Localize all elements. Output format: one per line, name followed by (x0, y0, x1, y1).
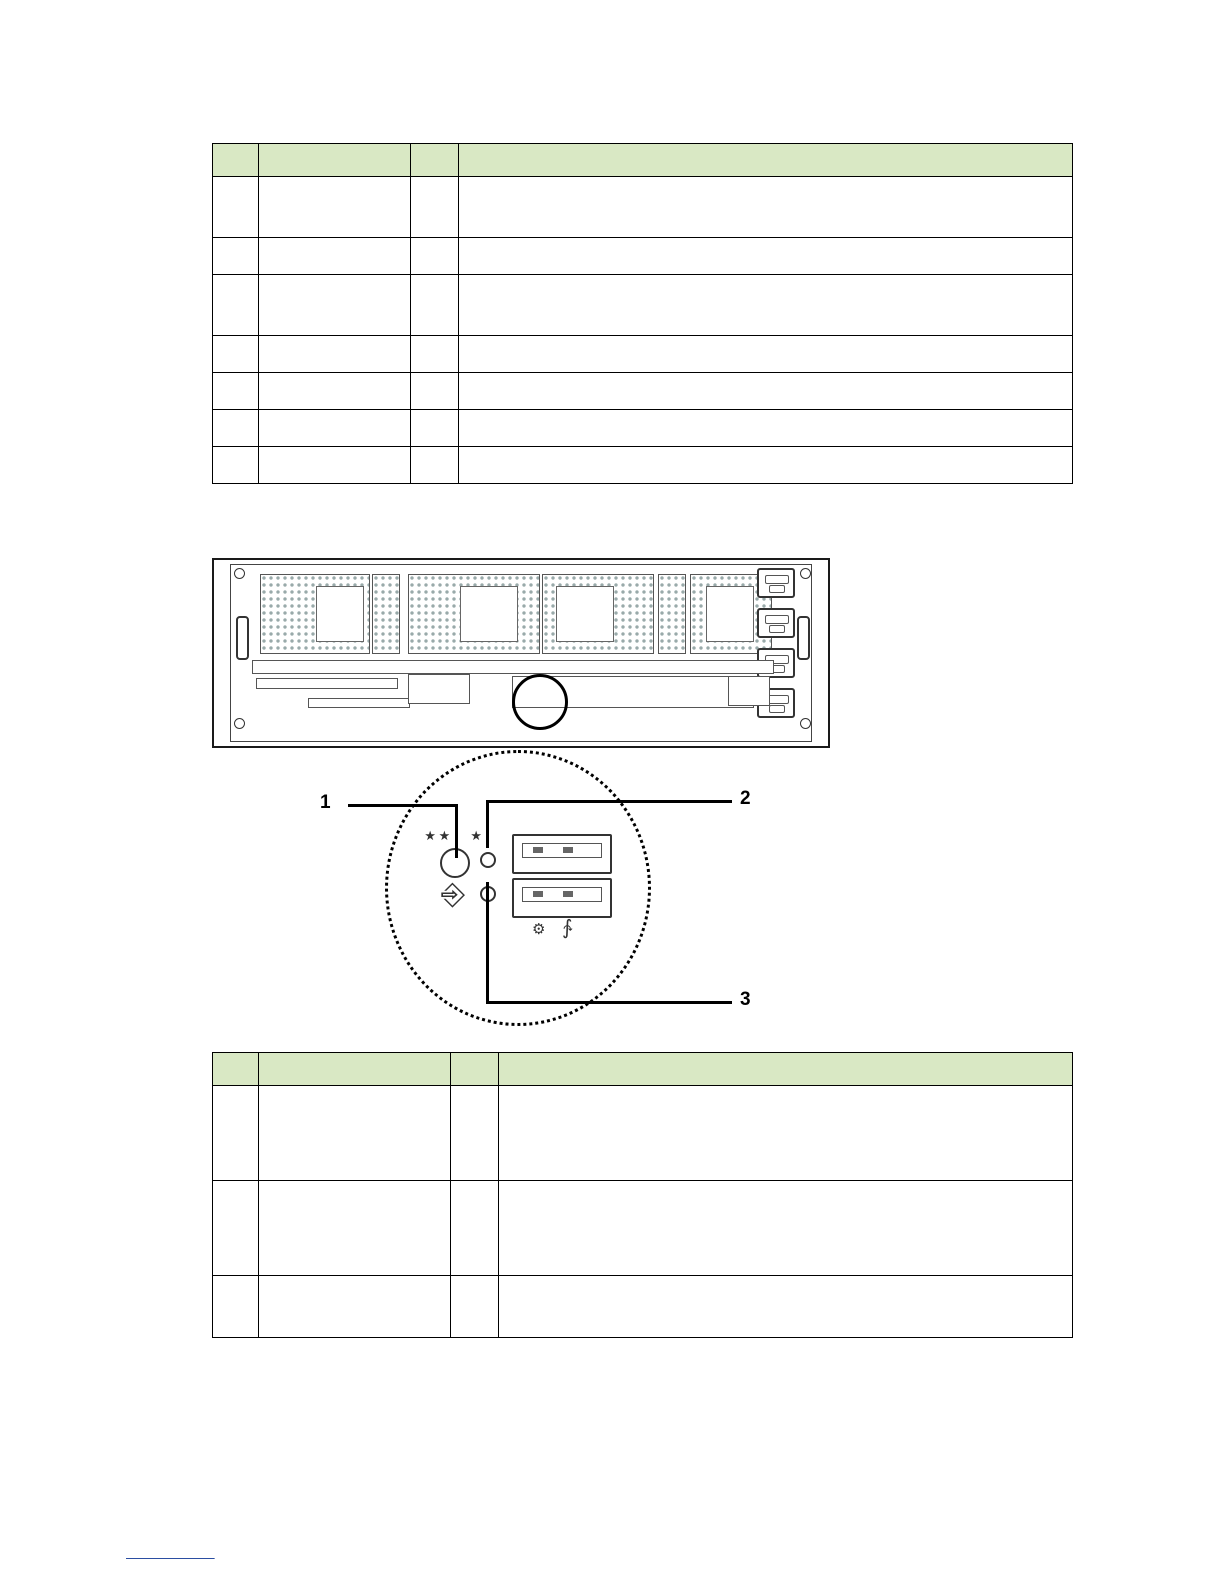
table-row (213, 1181, 1073, 1276)
table-row (213, 1086, 1073, 1181)
callout-label-1: 1 (320, 792, 331, 813)
fan-module (556, 586, 614, 642)
cell-number (213, 238, 259, 275)
cell-description (459, 410, 1073, 447)
table-row (213, 410, 1073, 447)
header-cell-name (259, 1053, 451, 1086)
cell-name (259, 177, 411, 238)
cell-description (459, 275, 1073, 336)
cell-name (259, 373, 411, 410)
cell-mid (411, 447, 459, 484)
table-header-row (213, 144, 1073, 177)
cell-number (213, 373, 259, 410)
cell-mid (411, 238, 459, 275)
cell-mid (411, 275, 459, 336)
table-row (213, 447, 1073, 484)
usb-connector-tongue (522, 887, 602, 902)
leader-line-3-vertical (486, 882, 489, 1004)
cell-description (499, 1181, 1073, 1276)
chassis-marking-icon: ⋆⋆ (422, 820, 451, 850)
cell-description (459, 336, 1073, 373)
chassis-marking-icon: ⋆ (468, 820, 483, 850)
cell-name (259, 1276, 451, 1338)
table-row (213, 373, 1073, 410)
cell-mid (451, 1276, 499, 1338)
table-row (213, 336, 1073, 373)
screw-icon (800, 568, 811, 579)
header-cell-description (459, 144, 1073, 177)
table-row (213, 275, 1073, 336)
divider (252, 660, 774, 674)
callout-label-2: 2 (740, 788, 751, 809)
power-button-icon: ⎆ (441, 878, 465, 911)
cell-name (259, 238, 411, 275)
cell-description (459, 177, 1073, 238)
control-panel-legend-table (212, 1052, 1073, 1338)
cell-number (213, 447, 259, 484)
power-outlet (757, 608, 795, 638)
header-cell-mid (411, 144, 459, 177)
control-panel-detail-illustration (300, 742, 840, 1032)
table-row (213, 238, 1073, 275)
header-cell-description (499, 1053, 1073, 1086)
leader-line-1 (348, 804, 458, 807)
status-led-top (480, 852, 496, 868)
header-cell-number (213, 1053, 259, 1086)
io-connector-group (728, 676, 770, 706)
table-row (213, 1276, 1073, 1338)
screw-icon (234, 718, 245, 729)
table-header-row (213, 1053, 1073, 1086)
screw-icon (234, 568, 245, 579)
chassis-handle-right (797, 616, 810, 660)
usb-icon: ∱ (562, 917, 573, 939)
leader-line-2-vertical (486, 800, 489, 848)
cell-description (499, 1276, 1073, 1338)
screw-icon (800, 718, 811, 729)
leader-line-2 (486, 800, 732, 803)
identification-icon: ⚙ (532, 921, 546, 938)
callout-label-3: 3 (740, 989, 751, 1010)
leader-line-1-vertical (455, 804, 458, 858)
rear-panel-legend-table (212, 143, 1073, 484)
io-slot (256, 678, 398, 689)
cell-description (459, 447, 1073, 484)
fan-module (316, 586, 364, 642)
cell-number (213, 410, 259, 447)
io-label-plate (408, 674, 470, 704)
cell-name (259, 275, 411, 336)
cell-number (213, 1276, 259, 1338)
cell-description (499, 1086, 1073, 1181)
cell-mid (411, 177, 459, 238)
vent-panel (372, 574, 400, 654)
cell-number (213, 177, 259, 238)
cell-name (259, 1181, 451, 1276)
cell-mid (411, 373, 459, 410)
cell-description (459, 373, 1073, 410)
usb-port-bottom[interactable] (512, 878, 612, 918)
cell-mid (411, 336, 459, 373)
cell-mid (451, 1181, 499, 1276)
control-panel-face (420, 818, 610, 943)
header-cell-number (213, 144, 259, 177)
cell-number (213, 275, 259, 336)
header-cell-name (259, 144, 411, 177)
cell-number (213, 1086, 259, 1181)
table-row (213, 177, 1073, 238)
zoom-callout-circle (512, 674, 568, 730)
usb-connector-tongue (522, 843, 602, 858)
fan-module (460, 586, 518, 642)
cell-description (459, 238, 1073, 275)
cell-name (259, 410, 411, 447)
leader-line-3 (486, 1001, 732, 1004)
cell-number (213, 1181, 259, 1276)
cell-mid (451, 1086, 499, 1181)
fan-module (706, 586, 754, 642)
cell-name (259, 336, 411, 373)
chassis-handle-left (236, 616, 249, 660)
server-rear-illustration (212, 558, 830, 748)
vent-panel (658, 574, 686, 654)
header-cell-mid (451, 1053, 499, 1086)
cell-number (213, 336, 259, 373)
cell-mid (411, 410, 459, 447)
footer-link[interactable] (126, 1548, 215, 1560)
usb-port-top[interactable] (512, 834, 612, 874)
cell-name (259, 1086, 451, 1181)
io-slot (308, 698, 410, 708)
cell-name (259, 447, 411, 484)
power-outlet (757, 568, 795, 598)
